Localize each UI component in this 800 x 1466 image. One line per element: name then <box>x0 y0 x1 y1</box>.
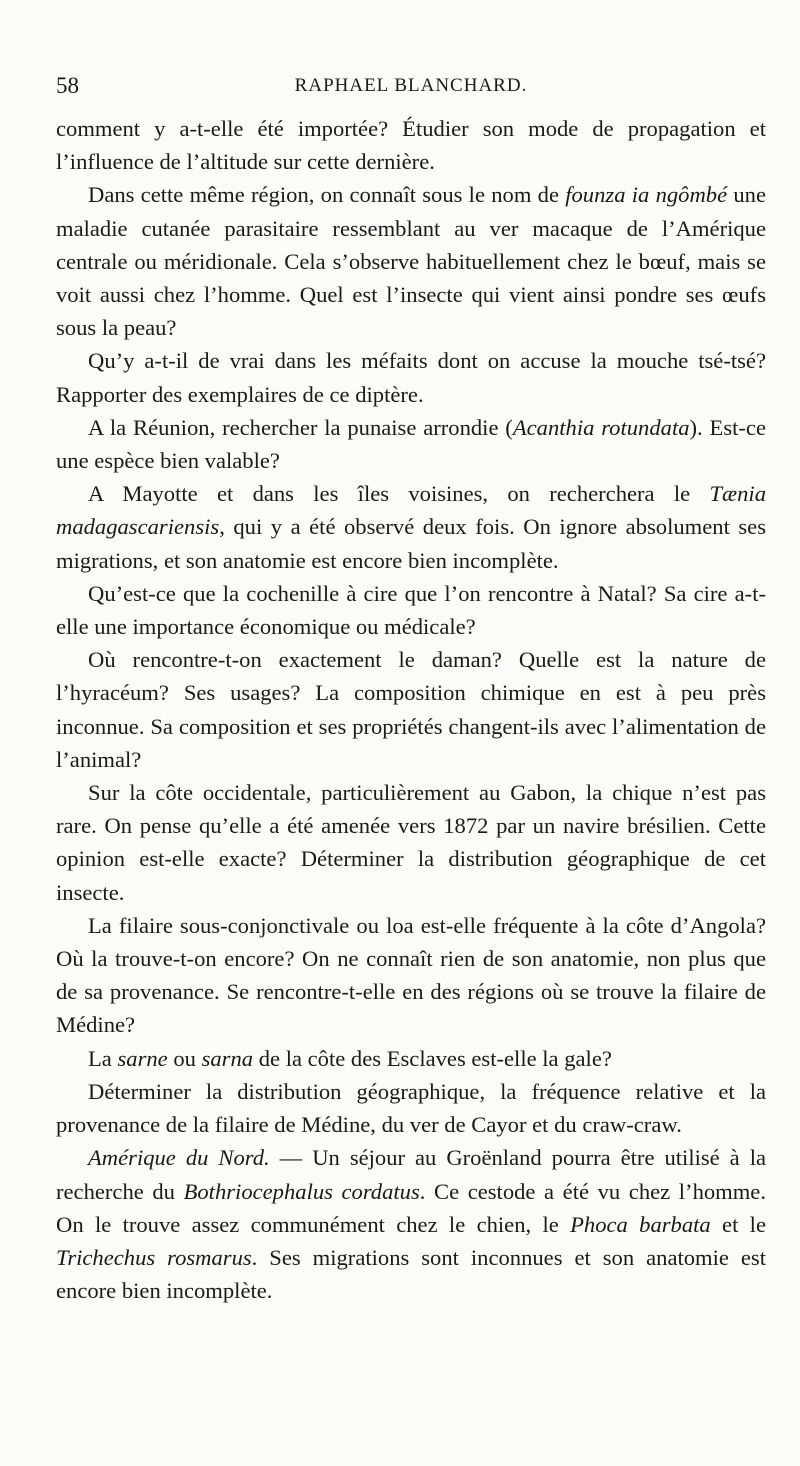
text-run: comment y a-t-elle été importée? Étudier son mode de propagation et l’influence de l’altitude sur cette dernière. <box>56 116 766 175</box>
italic-text: founza ia ngômbé <box>565 182 728 208</box>
text-run: A la Réunion, rechercher la punaise arrondie ( <box>88 414 513 440</box>
italic-text: Acanthia rotundata <box>512 414 690 440</box>
paragraph <box>56 776 766 909</box>
running-head <box>56 72 766 100</box>
italic-text: sarne <box>117 1045 168 1071</box>
running-title: RAPHAEL BLANCHARD. <box>294 75 528 96</box>
text-run: Dans cette même région, on connaît sous le nom de <box>88 182 566 208</box>
italic-text: Phoca barbata <box>570 1211 711 1237</box>
text-run: et le <box>710 1211 766 1237</box>
text-run: Où rencontre-t-on exactement le daman? Quelle est la nature de l’hyracéum? Ses usages? La composition chimique en est à peu près inconnue. Sa composition et ses propriétés changent-ils avec l’alimentation de l’animal? <box>56 647 766 772</box>
text-run: . Ses migrations sont inconnues et son anatomie est encore bien incomplète. <box>56 1244 766 1304</box>
italic-text: Amérique du Nord. <box>88 1145 270 1171</box>
paragraph <box>56 1042 766 1075</box>
paragraph <box>56 577 766 643</box>
italic-text: Bothriocephalus cordatus <box>183 1178 420 1204</box>
text-run: Qu’y a-t-il de vrai dans les méfaits dont on accuse la mouche tsé-tsé? Rapporter des exemplaires de ce diptère. <box>56 348 766 407</box>
paragraph <box>56 1141 766 1307</box>
text-run: Déterminer la distribution géographique, la fréquence relative et la provenance de la filaire de Médine, du ver de Cayor et du craw-craw. <box>56 1078 766 1138</box>
text-run: Qu’est-ce que la cochenille à cire que l’on rencontre à Natal? Sa cire a-t-elle une importance économique ou médicale? <box>56 580 766 640</box>
paragraph <box>56 909 766 1042</box>
text-run: , qui y a été observé deux fois. On ignore absolument ses migrations, et son anatomie est encore bien incomplète. <box>56 514 766 573</box>
italic-text: Tænia madagascariensis <box>56 481 766 540</box>
text-run: une maladie cutanée parasitaire ressemblant au ver macaque de l’Amérique centrale ou méridionale. Cela s’observe habituellement chez le bœuf, mais se voit aussi chez l’homme. Quel est l’insecte qui vient ainsi pondre ses œufs sous la peau? <box>56 182 766 341</box>
paragraph <box>56 643 766 776</box>
paragraph <box>56 178 766 344</box>
body-text <box>56 112 766 1307</box>
page-number: 58 <box>56 73 79 98</box>
text-run: Sur la côte occidentale, particulièrement au Gabon, la chique n’est pas rare. On pense qu’elle a été amenée vers 1872 par un navire brésilien. Cette opinion est-elle exacte? Déterminer la distribution géographique de cet insecte. <box>56 780 766 905</box>
paragraph <box>56 477 766 577</box>
text-run: ). Est-ce une espèce bien valable? <box>56 414 766 474</box>
text-run: La <box>88 1045 118 1071</box>
paragraph <box>56 344 766 410</box>
italic-text: sarna <box>201 1045 254 1071</box>
italic-text: Trichechus rosmarus <box>56 1244 252 1270</box>
text-run: ou <box>167 1045 202 1071</box>
paragraph <box>56 112 766 178</box>
paragraph <box>56 411 766 477</box>
text-run: La filaire sous-conjonctivale ou loa est-elle fréquente à la côte d’Angola? Où la trouve-t-on encore? On ne connaît rien de son anatomie, non plus que de sa provenance. Se rencontre-t-elle en des régions où se trouve la filaire de Médine? <box>56 912 766 1038</box>
text-run: — Un séjour au Groënland pourra être utilisé à la recherche du <box>56 1145 766 1204</box>
text-run: . Ce cestode a été vu chez l’homme. On le trouve assez communément chez le chien, le <box>56 1178 766 1237</box>
paragraph <box>56 1075 766 1141</box>
text-run: A Mayotte et dans les îles voisines, on recherchera le <box>88 481 710 507</box>
text-run: de la côte des Esclaves est-elle la gale? <box>253 1045 612 1071</box>
